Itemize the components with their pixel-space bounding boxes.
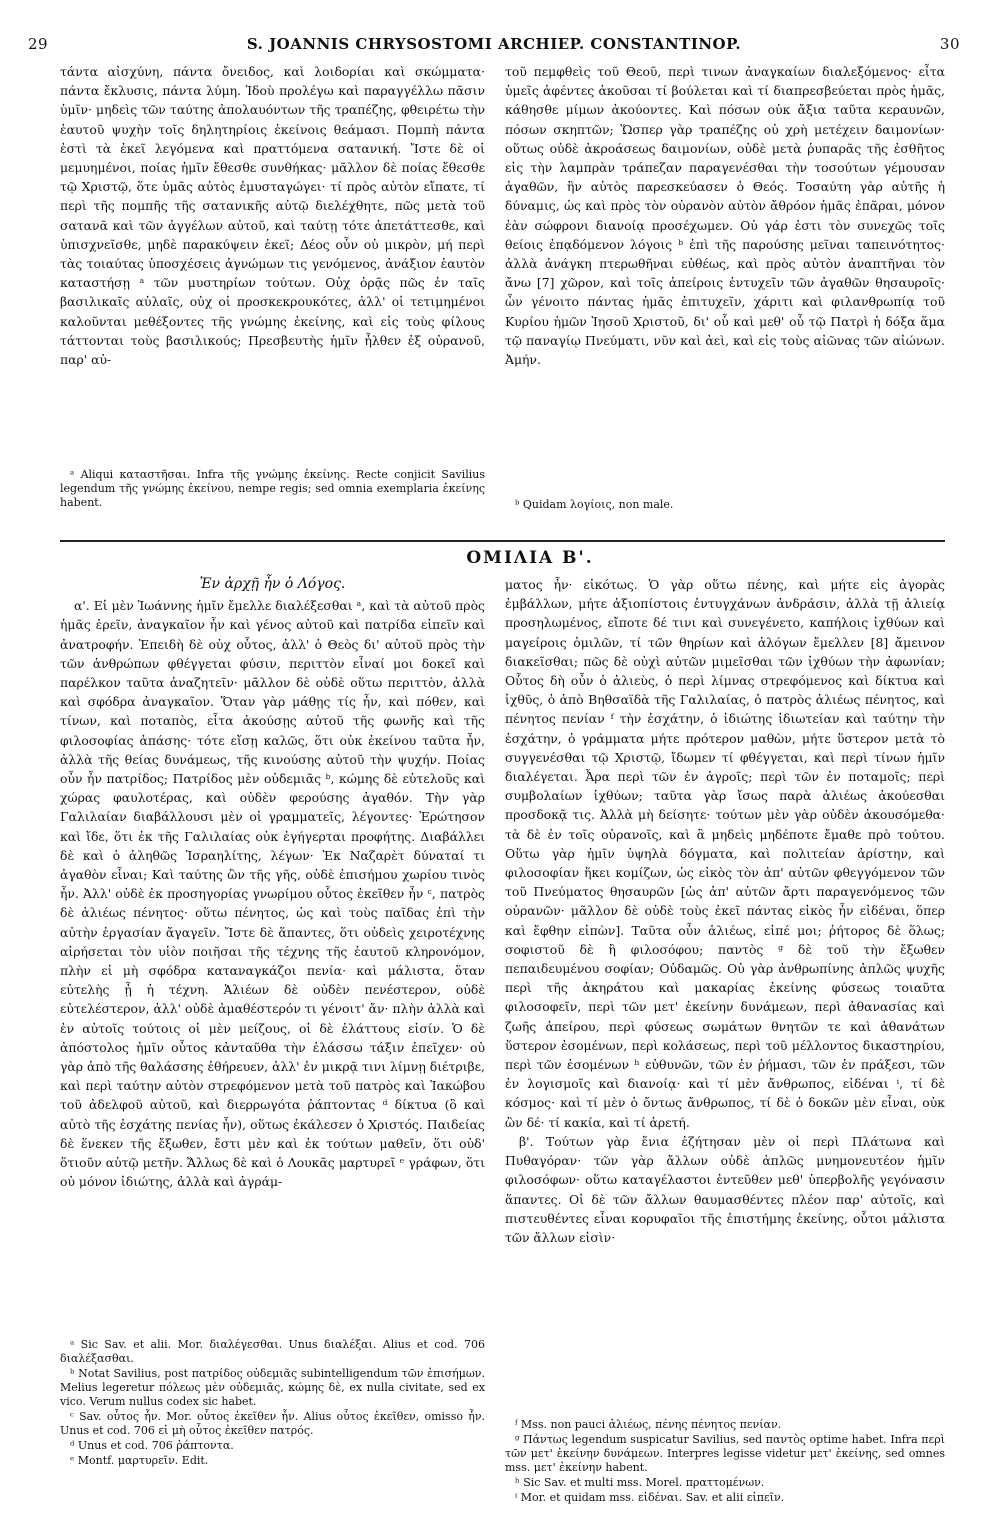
top-right-column	[505, 62, 945, 369]
bottom-left-column	[60, 575, 485, 1192]
bottom-right-footnotes	[505, 1418, 945, 1506]
incipit: Ἐν ἀρχῇ ἦν ὁ Λόγος.	[199, 576, 346, 592]
paragraph: ματος ἦν· εἰκότως. Ὁ γὰρ οὕτω πένης, καὶ μήτε εἰς ἀγορὰς ἐμβάλλων, μήτε ἀξιοπίστοις ἐντυγχάνων ἀνδράσιν, ἀλλὰ τῇ ἁλιείᾳ προσηλωμένος, εἴποτε δέ τινι καὶ συνεγένετο, καπήλοις ἰχθύων καὶ μαγείροις ὁμιλῶν, τί τῶν θηρίων καὶ ἀλόγων ἔμελλεν [8] ἄμεινον διακεῖσθαι; πῶς δὲ οὐχὶ αὐτῶν μιμεῖσθαι τῶν ἰχθύων τὴν ἀφωνίαν; Οὗτος δὴ οὖν ὁ ἁλιεὺς, ὁ περὶ λίμνας στρεφόμενος καὶ δίκτυα καὶ ἰχθῦς, ὁ ἀπὸ Βηθσαϊδὰ τῆς Γαλιλαίας, ὁ πατρὸς ἁλιέως πένητος, καὶ πένητος πενίαν ᶠ τὴν ἐσχάτην, ὁ ἰδιώτης ἰδιωτείαν καὶ ταύτην τὴν ἐσχάτην, ὁ γράμματα μήτε πρότερον μαθὼν, μήτε ὕστερον μετὰ τὸ συγγενέσθαι τῷ Χριστῷ, ἴδωμεν τί φθέγγεται, καὶ περὶ τίνων ἡμῖν διαλέγεται. Ἆρα περὶ τῶν ἐν ἀγροῖς; περὶ τῶν ἐν ποταμοῖς; περὶ συμβολαίων ἰχθύων; ταῦτα γὰρ ἴσως παρὰ ἁλιέως ἀκούεσθαι προσδοκᾷ τις. Ἀλλὰ μὴ δείσητε· τούτων μὲν γὰρ οὐδὲν ἀκουσόμεθα· τὰ δὲ ἐν τοῖς οὐρανοῖς, καὶ ἃ μηδεὶς μηδέποτε ἔμαθε πρὸ τούτου. Οὕτω γὰρ ἡμῖν ὑψηλὰ δόγματα, καὶ πολιτείαν ἀρίστην, καὶ φιλοσοφίαν ἥκει κομίζων, ὡς εἰκὸς τὸν ἀπ' αὐτῶν φθεγγόμενον τῶν τοῦ Πνεύματος θησαυρῶν [ὡς ἀπ' αὐτῶν ἄρτι παραγενόμενος τῶν οὐρανῶν· μᾶλλον δὲ οὐδὲ τοὺς ἐκεῖ πάντας εἰκὸς ἦν εἰδέναι, ὅπερ καὶ ἔφθην εἰπὼν]. Ταῦτα οὖν ἁλιέως, εἰπέ μοι; ῥήτορος δὲ ὅλως; σοφιστοῦ δὲ ἢ φιλοσόφου; παντὸς ᵍ δὲ τοῦ τὴν ἔξωθεν πεπαιδευμένου σοφίαν; Οὐδαμῶς. Οὐ γὰρ ἀνθρωπίνης ἁπλῶς ψυχῆς περὶ τῆς ἀκηράτου καὶ μακαρίας ἐκείνης φύσεως τοιαῦτα φιλοσοφεῖν, περὶ τῶν μετ' ἐκείνην δυνάμεων, περὶ ἀθανασίας καὶ ζωῆς ἀπείρου, περὶ φύσεως σωμάτων θνητῶν τε καὶ ἀθανάτων ὕστερον ἐσομένων, περὶ κολάσεως, περὶ τοῦ μέλλοντος δικαστηρίου, περὶ τῶν ἐσομένων ʰ εὐθυνῶν, τῶν ἐν ῥήμασι, τῶν ἐν πράξεσι, τῶν ἐν λογισμοῖς καὶ διανοίᾳ· καὶ τί μὲν ἄνθρωπος, εἰδέναι ⁱ, τί δὲ κόσμος· καὶ τί μὲν ὁ ὄντως ἄνθρωπος, τί δὲ ὁ δοκῶν μὲν εἶναι, οὐκ ὢν δέ· τί κακία, καὶ τί ἀρετή.	[505, 577, 945, 1130]
footnote: ᵍ Πάντως legendum suspicatur Savilius, sed παντὸς optime habet. Infra περὶ τῶν μετ' ἐκείνην δυνάμεων. Interpres legisse videtur μετ' ἐκείνης, sed omnes mss. μετ' ἐκείνην habent.	[505, 1433, 945, 1474]
homily-title: ΟΜΙΛΙΑ Β'.	[466, 548, 594, 568]
footnote: ᵃ Sic Sav. et alii. Mor. διαλέγεσθαι. Unus διαλέξαι. Alius et cod. 706 διαλέξασθαι.	[60, 1338, 485, 1365]
paragraph: α'. Εἰ μὲν Ἰωάννης ἡμῖν ἔμελλε διαλέξεσθαι ᵃ, καὶ τὰ αὐτοῦ πρὸς ἡμᾶς ἐρεῖν, ἀναγκαῖον ἦν καὶ γένος αὐτοῦ καὶ πατρίδα εἰπεῖν καὶ ἀνατροφήν. Ἐπειδὴ δὲ οὐχ οὗτος, ἀλλ' ὁ Θεὸς δι' αὐτοῦ πρὸς τὴν τῶν ἀνθρώπων φθέγγεται φύσιν, περιττὸν εἶναί μοι δοκεῖ καὶ παρέλκον ταῦτα ἀναζητεῖν· μᾶλλον δὲ οὐδὲ οὕτω περιττὸν, ἀλλὰ καὶ σφόδρα ἀναγκαῖον. Ὅταν γὰρ μάθῃς τίς ἦν, καὶ πόθεν, καὶ τίνων, καὶ ποταπὸς, εἶτα ἀκούσῃς αὐτοῦ τῆς φωνῆς καὶ τῆς φιλοσοφίας ἁπάσης· τότε εἴσῃ καλῶς, ὅτι οὐκ ἐκείνου ταῦτα ἦν, ἀλλὰ τῆς θείας δυνάμεως, τῆς κινούσης αὐτοῦ τὴν ψυχήν. Ποίας οὖν ἦν πατρίδος; Πατρίδος μὲν οὐδεμιᾶς ᵇ, κώμης δὲ εὐτελοῦς καὶ χώρας φαυλοτέρας, καὶ οὐδὲν φερούσης ἀγαθόν. Τὴν γὰρ Γαλιλαίαν διαβάλλουσι μὲν οἱ γραμματεῖς, λέγοντες· Ἐρώτησον καὶ ἴδε, ὅτι ἐκ τῆς Γαλιλαίας οὐκ ἐγήγερται προφήτης. Διαβάλλει δὲ καὶ ὁ ἀληθῶς Ἰσραηλίτης, λέγων· Ἐκ Ναζαρὲτ δύναταί τι ἀγαθὸν εἶναι; Καὶ ταύτης ὢν τῆς γῆς, οὐδὲ ἐπισήμου χωρίου τινὸς ἦν. Ἀλλ' οὐδὲ ἐκ προσηγορίας γνωρίμου οὗτος ἐκεῖθεν ἦν ᶜ, πατρὸς δὲ ἁλιέως πένητος· οὕτω πένητος, ὡς καὶ τοὺς παῖδας ἐπὶ τὴν αὐτὴν ἐργασίαν ἄγαγεῖν. Ἴστε δὲ ἅπαντες, ὅτι οὐδεὶς χειροτέχνης αἱρήσεται τὸν υἱὸν ποιῆσαι τῆς τέχνης τῆς ἑαυτοῦ κληρονόμον, πλὴν εἰ μὴ σφόδρα καταναγκάζοι πενία· καὶ μάλιστα, ὅταν εὐτελὴς ᾖ ἡ τέχνη. Ἁλιέων δὲ οὐδὲν πενέστερον, οὐδὲ εὐτελέστερον, ἀλλ' οὐδὲ ἀμαθέστερόν τι γένοιτ' ἄν· πλὴν ἀλλὰ καὶ ἐν αὐτοῖς τούτοις οἱ μὲν μείζους, οἱ δὲ ἐλάττους εἰσίν. Ὁ δὲ ἀπόστολος ἡμῖν οὗτος κἀνταῦθα τὴν ἐλάσσω τάξιν ἐπεῖχεν· οὐ γὰρ ἀπὸ τῆς θαλάσσης ἐθήρευεν, ἀλλ' ἐν μικρᾷ τινι λίμνῃ διέτριβε, καὶ περὶ ταύτην αὐτὸν στρεφόμενον μετὰ τοῦ πατρὸς καὶ Ἰακώβου τοῦ ἀδελφοῦ αὐτοῦ, καὶ διερρωγότα ῥάπτοντας ᵈ δίκτυα (ὃ καὶ αὐτὸ τῆς ἐσχάτης πενίας ἦν), οὕτως ἐκάλεσεν ὁ Χριστός. Παιδείας δὲ ἕνεκεν τῆς ἔξωθεν, ἔστι μὲν καὶ ἐκ τούτων μαθεῖν, ὅτι οὐδ' ὅτιοῦν αὐτῷ μετῆν. Ἄλλως δὲ καὶ ὁ Λουκᾶς μαρτυρεῖ ᵉ γράφων, ὅτι οὐ μόνον ἰδιώτης, ἀλλὰ καὶ ἀγράμ-	[60, 598, 485, 1190]
footnote: ʰ Sic Sav. et multi mss. Morel. πραττομένων.	[515, 1476, 765, 1489]
footnote: ⁱ Mor. et quidam mss. εἰδέναι. Sav. et alii εἰπεῖν.	[515, 1491, 785, 1504]
running-header	[28, 32, 960, 56]
bottom-left-footnotes	[60, 1338, 485, 1469]
footnote: ᵃ Aliqui καταστῆσαι. Infra τῆς γνώμης ἐκείνης. Recte conjicit Savilius legendum τῆς γνώμης ἐκείνου, nempe regis; sed omnia exemplaria ἐκείνης habent.	[60, 468, 485, 509]
top-left-footnotes	[60, 468, 485, 511]
footnote: ᵈ Unus et cod. 706 ῥάπτοντα.	[70, 1439, 234, 1452]
top-right-footnotes	[505, 498, 945, 513]
footnote: ᶜ Sav. οὗτος ἦν. Mor. οὗτος ἐκεῖθεν ἦν. Alius οὗτος ἐκεῖθεν, omisso ἦν. Unus et cod. 706 εἰ μὴ οὗτος ἐκεῖθεν πατρός.	[60, 1410, 485, 1437]
bottom-right-column	[505, 575, 945, 1247]
footnote: ᵇ Quidam λογίοις, non male.	[515, 498, 674, 511]
paragraph: β'. Τούτων γὰρ ἔνια ἐζήτησαν μὲν οἱ περὶ Πλάτωνα καὶ Πυθαγόραν· τῶν γὰρ ἄλλων οὐδὲ ἁπλῶς μνημονευτέον ἡμῖν φιλοσόφων· οὕτω καταγέλαστοι ἐντεῦθεν μεθ' ὑπερβολῆς γεγόνασιν ἅπαντες. Οἱ δὲ τῶν ἄλλων θαυμασθέντες πλέον παρ' αὐτοῖς, καὶ πιστευθέντες εἶναι κορυφαῖοι τῆς ἐπιστήμης ἐκείνης, οὗτοι μάλιστα τῶν ἄλλων εἰσὶν·	[505, 1133, 945, 1245]
footnote: ᵉ Montf. μαρτυρεῖν. Edit.	[70, 1454, 209, 1467]
page-number-right: 30	[939, 35, 960, 53]
top-left-column	[60, 62, 485, 369]
page-number-left: 29	[28, 35, 49, 53]
running-title: S. JOANNIS CHRYSOSTOMI ARCHIEP. CONSTANTINOP.	[246, 35, 742, 53]
footnote: ᶠ Mss. non pauci ἁλιέως, πένης πένητος πενίαν.	[515, 1418, 782, 1431]
footnote: ᵇ Notat Savilius, post πατρίδος οὐδεμιᾶς subintelligendum τῶν ἐπισήμων. Melius legeretur πόλεως μὲν οὐδεμιᾶς, κώμης δὲ, ex nulla civitate, sed ex vico. Verum nullus codex sic habet.	[60, 1367, 485, 1408]
paragraph: τάντα αἰσχύνη, πάντα ὄνειδος, καὶ λοιδορίαι καὶ σκώμματα· πάντα ἔκλυσις, πάντα λύμη. Ἰδοὺ προλέγω καὶ παραγγέλλω πᾶσιν ὑμῖν· μηδεὶς τῶν ταύτης ἀπολαυόντων τῆς τραπέζης, φθειρέτω τὴν ἑαυτοῦ ψυχὴν τοῖς δηλητηρίοις ἐκείνοις θεάμασι. Πομπὴ πάντα ἐστὶ τὰ ἐκεῖ λεγόμενα καὶ πραττόμενα σατανική. Ἴστε δὲ οἱ μεμυημένοι, ποίας ἡμῖν ἔθεσθε συνθήκας· μᾶλλον δὲ ποίας ἔθεσθε τῷ Χριστῷ, ὅτε ὑμᾶς αὐτὸς ἐμυσταγώγει· τί πρὸς αὐτὸν εἴπατε, τί περὶ τῆς πομπῆς τῆς σατανικῆς αὐτῷ διελέχθητε, πῶς μετὰ τοῦ σατανᾶ καὶ τῶν ἀγγέλων αὐτοῦ, καὶ ταύτῃ τότε ἀπετάττεσθε, καὶ ὑπισχνεῖσθε, μηδὲ παρακύψειν ἐκεῖ; Δέος οὖν οὐ μικρὸν, μή περὶ τὰς τοιαύτας ὑποσχέσεις ἀγνώμων τις γενόμενος, ἀνάξιον ἑαυτὸν καταστήσῃ ᵃ τῶν μυστηρίων τούτων. Οὐχ ὁρᾷς πῶς ἐν ταῖς βασιλικαῖς αὐλαῖς, οὐχ οἱ προσκεκρουκότες, ἀλλ' οἱ τετιμημένοι καλοῦνται μεθέξοντες τῆς γνώμης ἐκείνης, καὶ εἰς τοὺς φίλους τάττονται τοὺς βασιλικούς; Πρεσβευτὴς ἡμῖν ἦλθεν ἐξ οὐρανοῦ, παρ' αὐ-	[60, 64, 485, 368]
section-divider	[60, 540, 945, 542]
paragraph: τοῦ πεμφθεὶς τοῦ Θεοῦ, περὶ τινων ἀναγκαίων διαλεξόμενος· εἶτα ὑμεῖς ἀφέντες ἀκοῦσαι τί βούλεται καὶ τί διαπρεσβεύεται πρὸς ἡμᾶς, κάθησθε μίμων ἀκούοντες. Καὶ πόσων οὐκ ἄξια ταῦτα κεραυνῶν, πόσων σκηπτῶν; Ὥσπερ γὰρ τραπέζης οὐ χρὴ μετέχειν δαιμονίων· οὕτως οὐδὲ ἀκροάσεως δαιμονίων, οὐδὲ μετὰ ῥυπαρᾶς τῆς ἐσθῆτος εἰς τὴν λαμπρὰν τράπεζαν παραγενέσθαι τὴν τοσούτων γέμουσαν ἀγαθῶν, ἣν αὐτὸς παρεσκεύασεν ὁ Θεός. Τοσαύτη γὰρ αὐτῆς ἡ δύναμις, ὡς καὶ πρὸς τὸν οὐρανὸν αὐτὸν ἄθρόον ἡμᾶς ἐπᾶραι, μόνον ἐὰν σώφρονι διανοίᾳ προσέχωμεν. Οὐ γάρ ἐστι τὸν συνεχῶς τοῖς θείοις ἐπᾳδόμενον λόγοις ᵇ ἐπὶ τῆς παρούσης μεῖναι ταπεινότητος· ἀλλὰ ἀνάγκη πτερωθῆναι εὐθέως, καὶ πρὸς αὐτὸν ἀναπτῆναι τὸν ἄνω [7] χῶρον, καὶ τοῖς ἀπείροις ἐντυχεῖν τῶν ἀγαθῶν θησαυροῖς· ὧν γένοιτο πάντας ἡμᾶς ἐπιτυχεῖν, χάριτι καὶ φιλανθρωπίᾳ τοῦ Κυρίου ἡμῶν Ἰησοῦ Χριστοῦ, δι' οὗ καὶ μεθ' οὗ τῷ Πατρὶ ἡ δόξα ἅμα τῷ παναγίῳ Πνεύματι, νῦν καὶ ἀεὶ, καὶ εἰς τοὺς αἰῶνας τῶν αἰώνων. Ἀμήν.	[505, 64, 945, 368]
